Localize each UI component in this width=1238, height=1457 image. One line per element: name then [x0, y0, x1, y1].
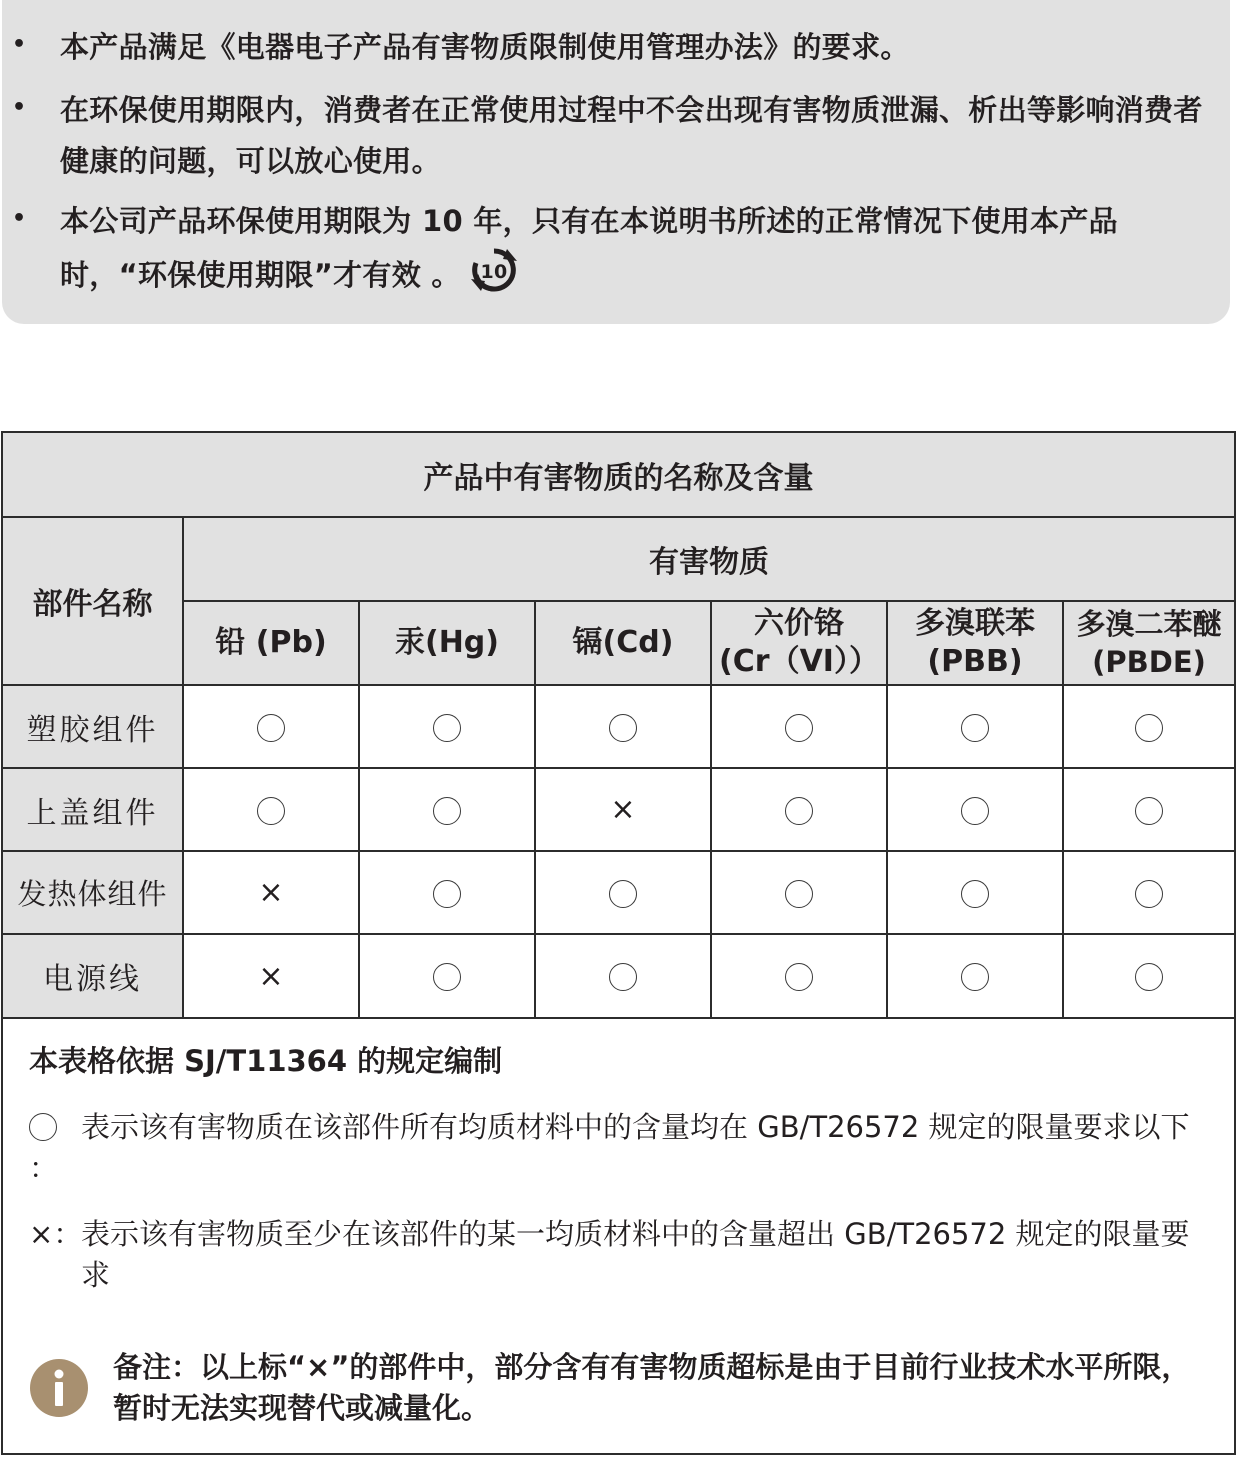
circle-mark-icon — [1135, 797, 1163, 825]
substance-mark — [711, 768, 887, 851]
substance-mark — [711, 851, 887, 934]
circle-mark-icon — [609, 963, 637, 991]
table-row — [3, 934, 1234, 1018]
substance-mark — [535, 851, 711, 934]
circle-mark-icon — [609, 714, 637, 742]
substance-mark — [887, 768, 1063, 851]
substance-symbol: (Pb) — [255, 625, 327, 660]
substance-mark — [359, 934, 535, 1018]
circle-mark-icon — [433, 797, 461, 825]
circle-mark-icon — [257, 714, 285, 742]
circle-mark-icon — [785, 714, 813, 742]
notice-item-text-content: 本公司产品环保使用期限为 10 年，只有在本说明书所述的正常情况下使用本产品时，“环保使用期限”才有效 。 — [60, 204, 1118, 292]
cross-mark-icon: × — [258, 875, 284, 910]
substance-name: 多溴二苯醚 — [1076, 607, 1222, 641]
legend-cross-text: 表示该有害物质至少在该部件的某一均质材料中的含量超出 GB/T26572 规定的限量要求 — [81, 1217, 1190, 1292]
substance-name: 六价铬 — [754, 606, 844, 641]
substance-name: 铅 — [215, 625, 246, 660]
substance-symbol: (PBDE) — [1092, 645, 1206, 679]
substance-header-hg — [359, 601, 535, 685]
circle-mark-icon — [433, 963, 461, 991]
substance-mark — [183, 851, 359, 934]
substance-name: 汞 — [394, 625, 425, 660]
circle-mark-icon — [257, 797, 285, 825]
legend-cross-symbol: ×： — [29, 1217, 83, 1251]
substance-mark — [711, 934, 887, 1018]
circle-mark-icon — [609, 880, 637, 908]
circle-mark-icon — [961, 714, 989, 742]
circle-mark-icon — [1135, 880, 1163, 908]
table-title: 产品中有害物质的名称及含量 — [3, 433, 1234, 517]
remark-note: 备注：以上标“×”的部件中，部分含有有害物质超标是由于目前行业技术水平所限，暂时无法实现替代或减量化。 — [113, 1350, 1191, 1425]
substance-mark — [1063, 768, 1234, 851]
notice-item-text: 本产品满足《电器电子产品有害物质限制使用管理办法》的要求。 — [60, 30, 910, 64]
legend-circle-colon: ： — [29, 1151, 59, 1185]
substance-table-grid — [3, 433, 1234, 1019]
circle-mark-icon — [785, 797, 813, 825]
legend-cross — [29, 1214, 1209, 1304]
substance-header-pbb — [887, 601, 1063, 685]
substance-mark — [711, 685, 887, 768]
substance-header-pb — [183, 601, 359, 685]
substance-mark — [183, 685, 359, 768]
circle-mark-icon — [29, 1113, 57, 1141]
compliance-notice-panel — [2, 0, 1230, 324]
substance-mark — [535, 934, 711, 1018]
substance-mark — [359, 851, 535, 934]
substance-symbol: (Cd) — [602, 625, 674, 660]
substance-mark — [1063, 851, 1234, 934]
substance-mark — [887, 851, 1063, 934]
substance-header-pbde — [1063, 601, 1234, 685]
substance-name: 多溴联苯 — [915, 606, 1035, 641]
hazardous-substance-table — [1, 431, 1236, 1455]
part-name: 上盖组件 — [3, 768, 183, 851]
circle-mark-icon — [1135, 963, 1163, 991]
circle-mark-icon — [785, 963, 813, 991]
substance-header-cr6 — [711, 601, 887, 685]
substance-symbol: (Cr（VI）） — [719, 644, 879, 679]
circle-mark-icon — [433, 714, 461, 742]
table-row — [3, 768, 1234, 851]
info-icon — [29, 1358, 89, 1422]
substance-header-cd — [535, 601, 711, 685]
eco-period-10-icon — [467, 247, 521, 309]
table-row — [3, 685, 1234, 768]
substance-group-header: 有害物质 — [183, 517, 1234, 601]
bullet-dot: • — [12, 95, 27, 120]
bullet-dot: • — [12, 206, 27, 231]
substance-mark — [183, 934, 359, 1018]
circle-mark-icon — [1135, 714, 1163, 742]
circle-mark-icon — [785, 880, 813, 908]
cross-mark-icon: × — [610, 792, 636, 827]
circle-mark-icon — [433, 880, 461, 908]
circle-mark-icon — [961, 963, 989, 991]
table-row — [3, 851, 1234, 934]
part-name: 电源线 — [3, 934, 183, 1018]
substance-mark — [887, 934, 1063, 1018]
substance-symbol: (PBB) — [927, 644, 1023, 679]
substance-mark — [887, 685, 1063, 768]
substance-mark — [359, 768, 535, 851]
part-name: 发热体组件 — [3, 851, 183, 934]
legend-circle-text: 表示该有害物质在该部件所有均质材料中的含量均在 GB/T26572 规定的限量要求以下 — [81, 1110, 1190, 1144]
substance-mark — [1063, 685, 1234, 768]
bullet-dot: • — [12, 32, 27, 57]
substance-name: 镉 — [572, 625, 603, 660]
legend-circle-symbol — [29, 1107, 81, 1189]
substance-mark — [535, 768, 711, 851]
substance-mark — [359, 685, 535, 768]
substance-mark — [1063, 934, 1234, 1018]
notice-item-text — [60, 196, 1210, 309]
part-name: 塑胶组件 — [3, 685, 183, 768]
part-name-header: 部件名称 — [3, 517, 183, 685]
notice-item-text: 在环保使用期限内，消费者在正常使用过程中不会出现有害物质泄漏、析出等影响消费者健康的问题，可以放心使用。 — [60, 93, 1203, 178]
substance-mark — [535, 685, 711, 768]
substance-mark — [183, 768, 359, 851]
eco-period-number: 10 — [480, 261, 508, 283]
substance-symbol: (Hg) — [424, 625, 499, 660]
legend-circle — [29, 1107, 1209, 1197]
cross-mark-icon: × — [258, 958, 284, 994]
standard-basis-note: 本表格依据 SJ/T11364 的规定编制 — [29, 1044, 503, 1078]
circle-mark-icon — [961, 797, 989, 825]
circle-mark-icon — [961, 880, 989, 908]
